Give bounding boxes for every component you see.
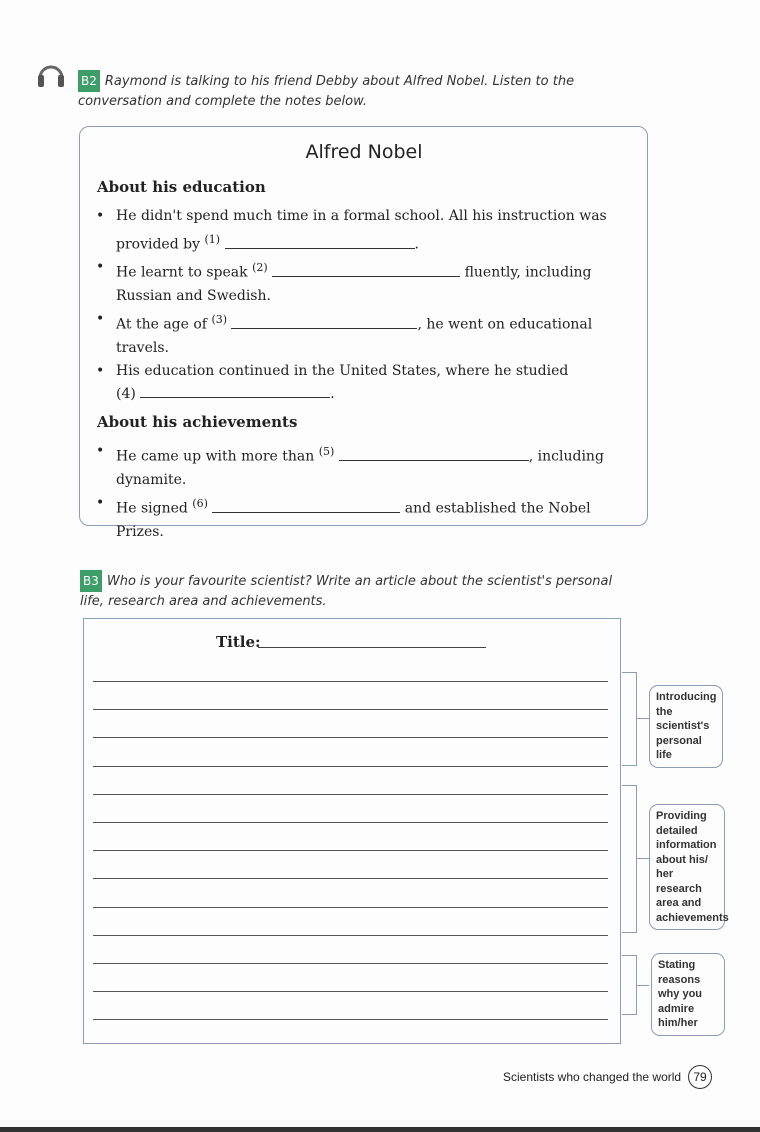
bracket-3 bbox=[622, 955, 637, 1015]
title-input-line[interactable] bbox=[258, 647, 486, 648]
answer-blank-5[interactable] bbox=[339, 448, 529, 461]
bracket-connector bbox=[637, 858, 649, 859]
callout-personal-life: Introducing the scientist's personal life bbox=[649, 685, 723, 768]
writing-line[interactable] bbox=[93, 709, 608, 710]
answer-blank-3[interactable] bbox=[231, 316, 417, 329]
writing-line[interactable] bbox=[93, 681, 608, 682]
callout-admiration: Stating reasons why you admire him/her bbox=[651, 953, 725, 1036]
writing-line[interactable] bbox=[93, 737, 608, 738]
writing-line[interactable] bbox=[93, 878, 608, 879]
bracket-2 bbox=[622, 785, 637, 933]
page-number: 79 bbox=[688, 1065, 712, 1089]
notes-title: Alfred Nobel bbox=[305, 141, 423, 163]
writing-line[interactable] bbox=[93, 963, 608, 964]
note-item-3: • At the age of $^{(3)}$ , he went on educational travels. bbox=[98, 308, 618, 360]
note-item-2: • He learnt to speak $^{(2)}$ fluently, including Russian and Swedish. bbox=[98, 256, 618, 308]
note-item-1: • He didn't spend much time in a formal school. All his instruction was provided by $^{(1)}$ . bbox=[98, 205, 618, 257]
bracket-connector bbox=[637, 985, 649, 986]
page-edge bbox=[0, 1127, 760, 1132]
b3-instruction: B3 Who is your favourite scientist? Write an article about the scientist's personal life, research area and achievements. bbox=[80, 570, 640, 612]
b2-badge: B2 bbox=[78, 70, 100, 92]
writing-line[interactable] bbox=[93, 766, 608, 767]
writing-line[interactable] bbox=[93, 907, 608, 908]
note-item-4: • His education continued in the United States, where he studied (4) . bbox=[98, 360, 618, 406]
b3-badge: B3 bbox=[80, 570, 102, 592]
note-item-5: • He came up with more than $^{(5)}$ , including dynamite. bbox=[98, 440, 618, 492]
writing-line[interactable] bbox=[93, 991, 608, 992]
answer-blank-1[interactable] bbox=[225, 236, 415, 249]
achievements-heading: About his achievements bbox=[97, 413, 298, 431]
bracket-connector bbox=[637, 718, 649, 719]
answer-blank-2[interactable] bbox=[272, 264, 460, 277]
education-heading: About his education bbox=[97, 178, 266, 196]
writing-line[interactable] bbox=[93, 794, 608, 795]
bracket-1 bbox=[622, 672, 637, 766]
writing-line[interactable] bbox=[93, 1019, 608, 1020]
writing-line[interactable] bbox=[93, 850, 608, 851]
writing-line[interactable] bbox=[93, 935, 608, 936]
writing-line[interactable] bbox=[93, 822, 608, 823]
footer-text: Scientists who changed the world bbox=[503, 1070, 682, 1084]
b2-instruction: B2 Raymond is talking to his friend Debby about Alfred Nobel. Listen to the conversation and complete the notes below. bbox=[78, 70, 638, 112]
headphones-icon bbox=[36, 58, 66, 94]
answer-blank-4[interactable] bbox=[140, 385, 330, 398]
callout-research: Providing detailed information about his/ her research area and achievements bbox=[649, 804, 725, 930]
title-label: Title: bbox=[216, 633, 261, 651]
note-item-6: • He signed $^{(6)}$ and established the Nobel Prizes. bbox=[98, 492, 638, 544]
answer-blank-6[interactable] bbox=[212, 500, 400, 513]
